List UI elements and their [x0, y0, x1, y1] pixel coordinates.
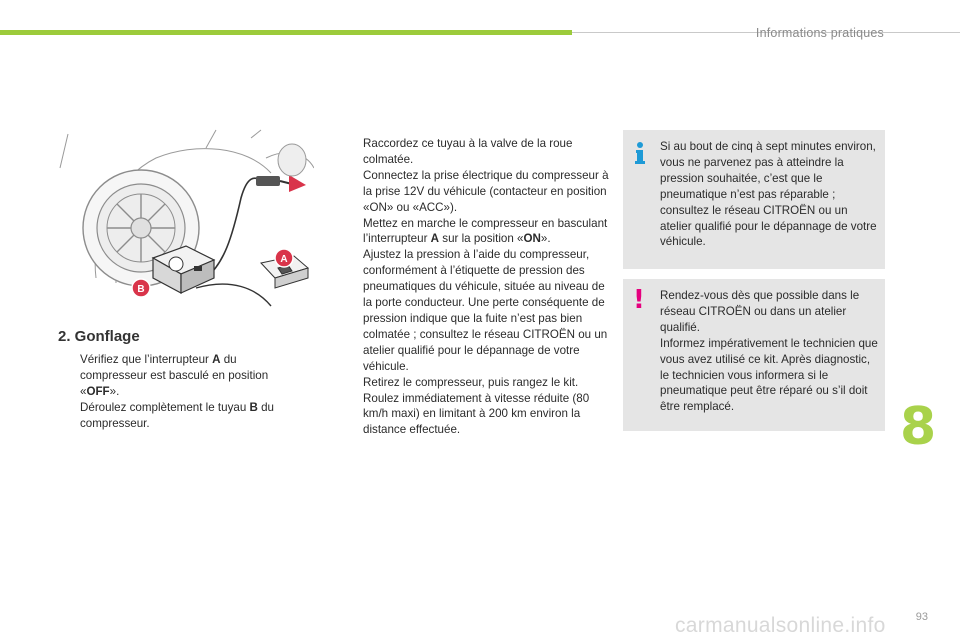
- label-a-marker: [275, 249, 293, 267]
- warning-icon: !: [633, 285, 645, 315]
- label-b-marker: [132, 279, 150, 297]
- instruction-list-middle: [341, 136, 609, 438]
- list-item: Raccordez ce tuyau à la valve de la roue colmatée.: [363, 137, 573, 166]
- label-a: A: [280, 254, 288, 265]
- compressor-illustration: [56, 128, 314, 313]
- warning-text-1: Rendez-vous dès que possible dans le réseau CITROËN ou dans un atelier qualifié.: [660, 289, 860, 334]
- info-icon: [631, 141, 649, 165]
- list-item: Retirez le compresseur, puis rangez le kit.: [363, 375, 579, 389]
- section-title: 2. Gonflage: [58, 328, 140, 345]
- warning-text-2: Informez impérativement le technicien que vous avez utilisé ce kit. Après diagnostic, le technicien vous informera si le pneumatique peut être réparé ou s’il doit être remplacé.: [660, 336, 878, 414]
- power-plug: [256, 144, 306, 192]
- instruction-list-left: [58, 352, 298, 432]
- info-text: Si au bout de cinq à sept minutes environ, vous ne parvenez pas à atteindre la pression souhaitée, c’est que le pneumatique n’est pas réparable ; consultez le réseau CITROËN ou un atelier qualifié pour le dépannage de votre véhicule.: [660, 140, 877, 249]
- warning-text: [660, 288, 879, 415]
- list-item: Connectez la prise électrique du compresseur à la prise 12V du véhicule (contacteur en position «ON» ou «ACC»).: [363, 168, 609, 214]
- list-item: Déroulez complètement le tuyau B du compresseur.: [80, 400, 274, 430]
- page-number: 93: [915, 611, 928, 623]
- header-accent-bar: [0, 30, 572, 35]
- warning-box: [623, 279, 885, 431]
- info-box: [623, 130, 885, 269]
- list-item: Vérifiez que l’interrupteur A du compresseur est basculé en position «OFF».: [80, 353, 269, 398]
- list-item: Ajustez la pression à l’aide du compresseur, conformément à l’étiquette de pression des pneumatiques du véhicule, située au niveau de la porte conducteur. Une perte conséquente de pression indique que la fuite n’est pas bien colmatée ; consultez le réseau CITROËN ou un atelier qualifié pour le dépannage de votre véhicule.: [363, 248, 608, 373]
- list-item: Mettez en marche le compresseur en basculant l’interrupteur A sur la position «ON».: [363, 216, 608, 246]
- list-item: Roulez immédiatement à vitesse réduite (80 km/h maxi) en limitant à 200 km environ la distance effectuée.: [363, 391, 590, 437]
- label-b: B: [137, 284, 145, 295]
- chapter-number: 8: [900, 397, 937, 457]
- watermark: carmanualsonline.info: [675, 614, 886, 637]
- page-header-title: Informations pratiques: [755, 26, 884, 40]
